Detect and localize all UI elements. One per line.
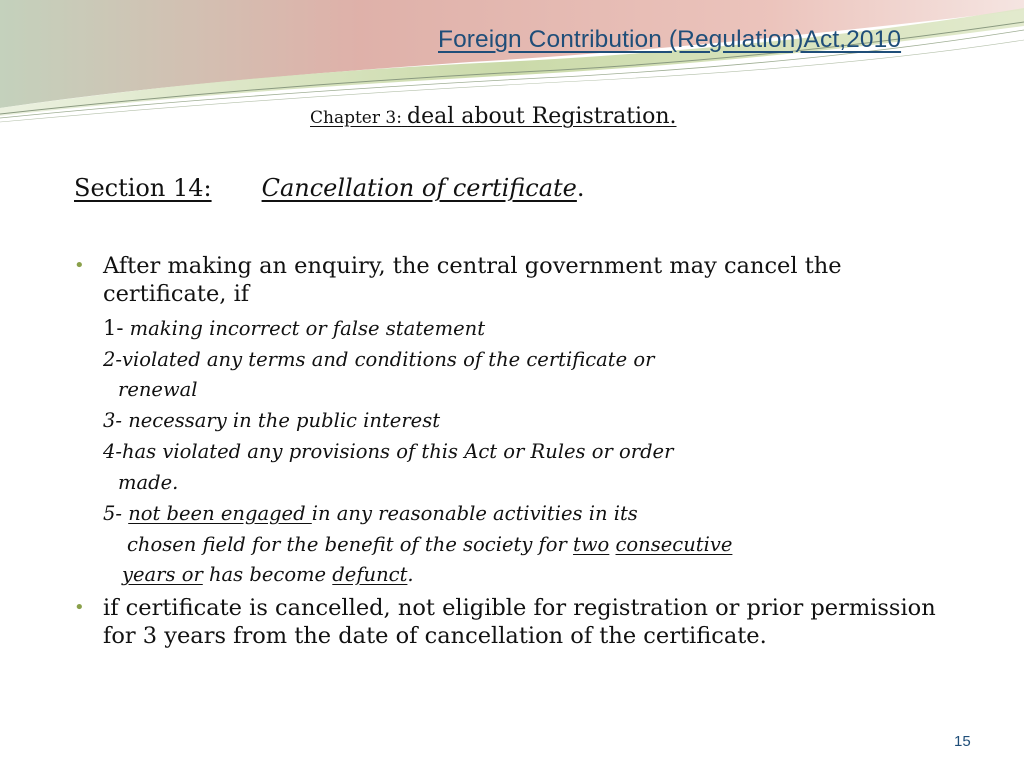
condition-3: 3- necessary in the public interest bbox=[103, 409, 441, 432]
condition-5-line2: chosen field for the benefit of the society for two consecutive bbox=[127, 533, 733, 556]
bullet-cancellation-effect bbox=[74, 594, 954, 650]
condition-1: 1- making incorrect or false statement bbox=[103, 316, 486, 340]
section-heading bbox=[74, 174, 585, 202]
chapter-text: deal about Registration. bbox=[407, 104, 677, 129]
section-label: Section 14: bbox=[74, 174, 212, 202]
section-period: . bbox=[576, 174, 585, 202]
chapter-heading bbox=[310, 104, 677, 129]
bullet-dot-icon: • bbox=[74, 255, 85, 276]
page-number: 15 bbox=[954, 733, 971, 750]
bullet-text: After making an enquiry, the central government may cancel the certificate, if bbox=[103, 253, 842, 307]
bullet-cancel-conditions bbox=[74, 252, 954, 308]
condition-2-line1: 2-violated any terms and conditions of the certificate or bbox=[103, 348, 655, 371]
condition-5-line1: 5- not been engaged in any reasonable activities in its bbox=[103, 502, 638, 525]
chapter-label: Chapter 3: bbox=[310, 108, 402, 128]
section-title: Cancellation of certificate bbox=[261, 174, 577, 202]
bullet-text: if certificate is cancelled, not eligible for registration or prior permission for 3 years from the date of cancellation of the certificate. bbox=[103, 595, 936, 649]
condition-4-line2: made. bbox=[118, 471, 179, 494]
bullet-dot-icon: • bbox=[74, 597, 85, 618]
condition-4-line1: 4-has violated any provisions of this Act or Rules or order bbox=[103, 440, 674, 463]
slide-title: Foreign Contribution (Regulation)Act,2010 bbox=[438, 26, 902, 53]
condition-5-line3: years or has become defunct. bbox=[122, 563, 414, 586]
condition-2-line2: renewal bbox=[118, 378, 198, 401]
